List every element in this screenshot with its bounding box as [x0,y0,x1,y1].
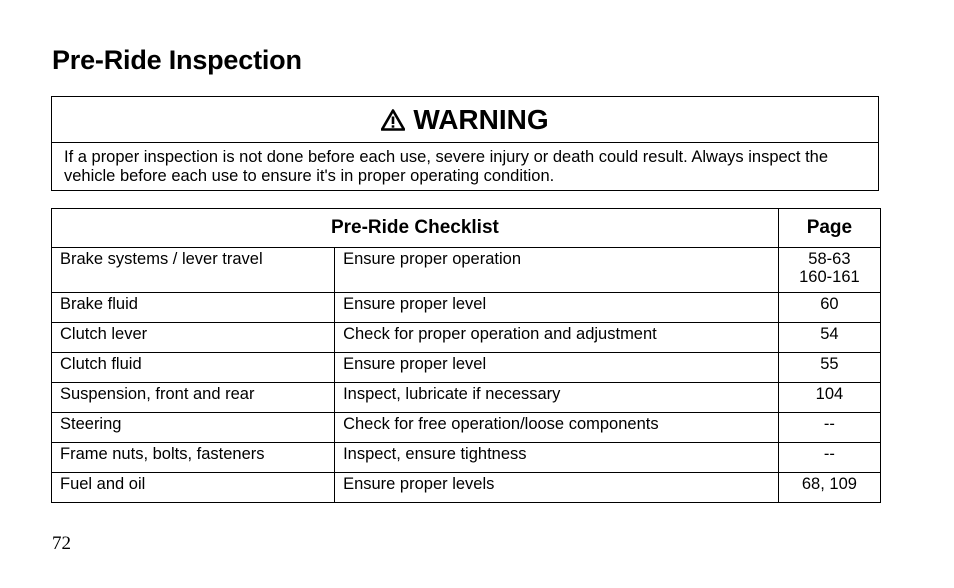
checklist-item: Steering [52,413,335,443]
checklist-action: Check for proper operation and adjustment [335,323,779,353]
checklist-page: 60 [778,293,880,323]
page-header: Page [778,209,880,248]
checklist-action: Ensure proper operation [335,248,779,293]
warning-box [51,96,879,191]
table-row [52,353,881,383]
checklist-item: Frame nuts, bolts, fasteners [52,443,335,473]
checklist-action: Ensure proper level [335,353,779,383]
page-number: 72 [52,533,71,554]
table-header-row [52,209,881,248]
warning-triangle-icon [381,109,405,131]
pre-ride-checklist-table [51,208,881,503]
checklist-page: 54 [778,323,880,353]
table-row [52,293,881,323]
checklist-page [778,248,880,293]
table-row [52,383,881,413]
checklist-page: -- [778,413,880,443]
checklist-page: -- [778,443,880,473]
checklist-item: Clutch lever [52,323,335,353]
table-row [52,323,881,353]
checklist-item: Brake fluid [52,293,335,323]
checklist-item: Clutch fluid [52,353,335,383]
table-row [52,248,881,293]
page-ref: 160-161 [799,268,860,286]
checklist-action: Ensure proper level [335,293,779,323]
warning-heading [52,97,878,143]
checklist-item: Brake systems / lever travel [52,248,335,293]
checklist-page: 68, 109 [778,473,880,503]
warning-text: If a proper inspection is not done before each use, severe injury or death could result. Always inspect the vehicle before each use to ensure it's in proper operating condition. [64,148,829,185]
table-row [52,443,881,473]
page-title: Pre-Ride Inspection [52,45,302,75]
checklist-page: 55 [778,353,880,383]
checklist-item: Suspension, front and rear [52,383,335,413]
checklist-action: Ensure proper levels [335,473,779,503]
checklist-item: Fuel and oil [52,473,335,503]
checklist-page: 104 [778,383,880,413]
table-row [52,473,881,503]
warning-heading-text: WARNING [413,103,549,135]
checklist-header: Pre-Ride Checklist [52,209,779,248]
checklist-action: Inspect, ensure tightness [335,443,779,473]
checklist-action: Check for free operation/loose components [335,413,779,443]
page-ref: 58-63 [808,250,851,268]
checklist-action: Inspect, lubricate if necessary [335,383,779,413]
table-row [52,413,881,443]
